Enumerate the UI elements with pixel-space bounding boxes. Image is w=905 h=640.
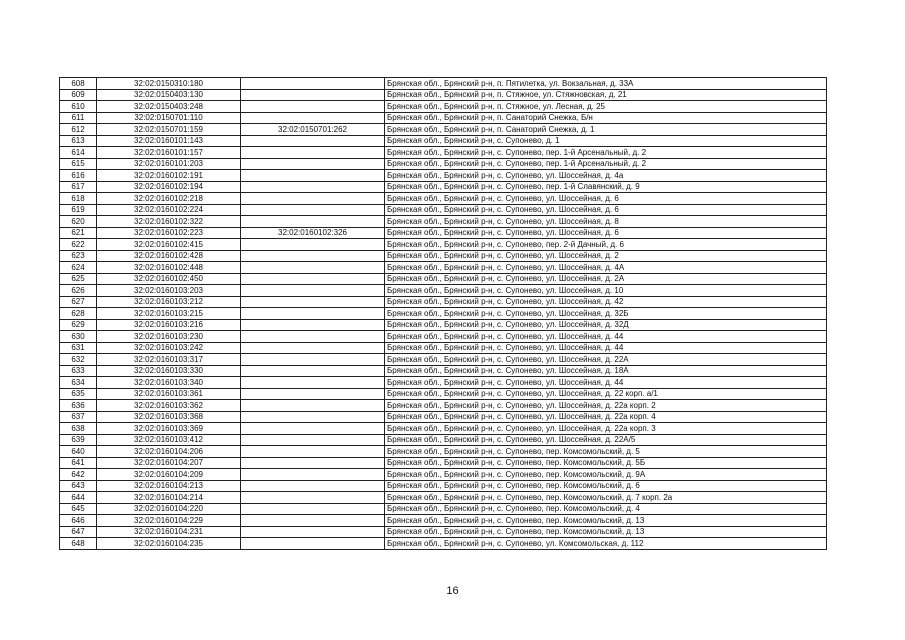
- address-cell: Брянская обл., Брянский р-н, с. Супонево, пер. 1-й Славянский, д. 9: [385, 181, 827, 193]
- previous-cadastral-number-cell: [241, 354, 385, 366]
- address-cell: Брянская обл., Брянский р-н, с. Супонево, ул. Шоссейная, д. 6: [385, 193, 827, 205]
- row-number-cell: 619: [60, 204, 97, 216]
- previous-cadastral-number-cell: [241, 239, 385, 251]
- row-number-cell: 613: [60, 135, 97, 147]
- address-cell: Брянская обл., Брянский р-н, с. Супонево, ул. Шоссейная, д. 22 корп. а/1: [385, 388, 827, 400]
- address-cell: Брянская обл., Брянский р-н, с. Супонево, пер. Комсомольский, д. 13: [385, 515, 827, 527]
- cadastral-number-cell: 32:02:0160104:213: [97, 480, 241, 492]
- row-number-cell: 627: [60, 296, 97, 308]
- cadastral-number-cell: 32:02:0160102:223: [97, 227, 241, 239]
- previous-cadastral-number-cell: [241, 492, 385, 504]
- previous-cadastral-number-cell: [241, 342, 385, 354]
- address-cell: Брянская обл., Брянский р-н, с. Супонево, ул. Шоссейная, д. 22А/5: [385, 434, 827, 446]
- row-number-cell: 626: [60, 285, 97, 297]
- address-cell: Брянская обл., Брянский р-н, с. Супонево, пер. Комсомольский, д. 9А: [385, 469, 827, 481]
- previous-cadastral-number-cell: [241, 158, 385, 170]
- previous-cadastral-number-cell: [241, 112, 385, 124]
- row-number-cell: 645: [60, 503, 97, 515]
- row-number-cell: 625: [60, 273, 97, 285]
- row-number-cell: 647: [60, 526, 97, 538]
- row-number-cell: 620: [60, 216, 97, 228]
- cadastral-number-cell: 32:02:0160103:330: [97, 365, 241, 377]
- row-number-cell: 629: [60, 319, 97, 331]
- row-number-cell: 631: [60, 342, 97, 354]
- table-row: [60, 135, 827, 147]
- table-row: [60, 354, 827, 366]
- address-cell: Брянская обл., Брянский р-н, с. Супонево, пер. Комсомольский, д. 6: [385, 480, 827, 492]
- row-number-cell: 644: [60, 492, 97, 504]
- table-row: [60, 331, 827, 343]
- row-number-cell: 616: [60, 170, 97, 182]
- previous-cadastral-number-cell: [241, 319, 385, 331]
- address-cell: Брянская обл., Брянский р-н, п. Стяжное, ул. Стяжновская, д. 21: [385, 89, 827, 101]
- cadastral-number-cell: 32:02:0160102:428: [97, 250, 241, 262]
- row-number-cell: 615: [60, 158, 97, 170]
- row-number-cell: 622: [60, 239, 97, 251]
- table-row: [60, 388, 827, 400]
- table-row: [60, 469, 827, 481]
- table-row: [60, 515, 827, 527]
- address-cell: Брянская обл., Брянский р-н, с. Супонево, ул. Шоссейная, д. 22а корп. 2: [385, 400, 827, 412]
- address-cell: Брянская обл., Брянский р-н, с. Супонево, пер. Комсомольский, д. 4: [385, 503, 827, 515]
- row-number-cell: 618: [60, 193, 97, 205]
- previous-cadastral-number-cell: [241, 273, 385, 285]
- previous-cadastral-number-cell: [241, 446, 385, 458]
- previous-cadastral-number-cell: [241, 457, 385, 469]
- address-cell: Брянская обл., Брянский р-н, с. Супонево, ул. Шоссейная, д. 22а корп. 3: [385, 423, 827, 435]
- row-number-cell: 634: [60, 377, 97, 389]
- table-row: [60, 204, 827, 216]
- address-cell: Брянская обл., Брянский р-н, с. Супонево, ул. Шоссейная, д. 42: [385, 296, 827, 308]
- cadastral-number-cell: 32:02:0160102:224: [97, 204, 241, 216]
- cadastral-number-cell: 32:02:0160103:340: [97, 377, 241, 389]
- previous-cadastral-number-cell: [241, 101, 385, 113]
- row-number-cell: 641: [60, 457, 97, 469]
- table-row: [60, 158, 827, 170]
- cadastral-number-cell: 32:02:0160104:229: [97, 515, 241, 527]
- address-cell: Брянская обл., Брянский р-н, п. Санаторий Снежка, Б/н: [385, 112, 827, 124]
- table-row: [60, 262, 827, 274]
- previous-cadastral-number-cell: [241, 365, 385, 377]
- row-number-cell: 630: [60, 331, 97, 343]
- cadastral-number-cell: 32:02:0150701:159: [97, 124, 241, 136]
- cadastral-number-cell: 32:02:0160102:450: [97, 273, 241, 285]
- table-row: [60, 78, 827, 90]
- previous-cadastral-number-cell: 32:02:0160102:326: [241, 227, 385, 239]
- cadastral-number-cell: 32:02:0160101:157: [97, 147, 241, 159]
- previous-cadastral-number-cell: [241, 170, 385, 182]
- previous-cadastral-number-cell: [241, 515, 385, 527]
- address-cell: Брянская обл., Брянский р-н, с. Супонево, ул. Шоссейная, д. 6: [385, 204, 827, 216]
- row-number-cell: 639: [60, 434, 97, 446]
- previous-cadastral-number-cell: [241, 331, 385, 343]
- previous-cadastral-number-cell: [241, 89, 385, 101]
- previous-cadastral-number-cell: [241, 204, 385, 216]
- cadastral-number-cell: 32:02:0160103:230: [97, 331, 241, 343]
- table-row: [60, 377, 827, 389]
- address-cell: Брянская обл., Брянский р-н, с. Супонево, ул. Шоссейная, д. 8: [385, 216, 827, 228]
- cadastral-number-cell: 32:02:0160103:203: [97, 285, 241, 297]
- address-cell: Брянская обл., Брянский р-н, с. Супонево, ул. Шоссейная, д. 18А: [385, 365, 827, 377]
- cadastral-number-cell: 32:02:0160103:242: [97, 342, 241, 354]
- cadastral-number-cell: 32:02:0160104:207: [97, 457, 241, 469]
- previous-cadastral-number-cell: [241, 250, 385, 262]
- cadastral-number-cell: 32:02:0160103:362: [97, 400, 241, 412]
- table-row: [60, 492, 827, 504]
- table-row: [60, 446, 827, 458]
- table-row: [60, 423, 827, 435]
- table-row: [60, 319, 827, 331]
- table-row: [60, 216, 827, 228]
- table-row: [60, 400, 827, 412]
- address-cell: Брянская обл., Брянский р-н, с. Супонево, пер. 1-й Арсенальный, д. 2: [385, 147, 827, 159]
- cadastral-number-cell: 32:02:0160102:191: [97, 170, 241, 182]
- address-cell: Брянская обл., Брянский р-н, с. Супонево, пер. 1-й Арсенальный, д. 2: [385, 158, 827, 170]
- previous-cadastral-number-cell: [241, 469, 385, 481]
- cadastral-number-cell: 32:02:0160103:412: [97, 434, 241, 446]
- row-number-cell: 642: [60, 469, 97, 481]
- cadastral-number-cell: 32:02:0160104:235: [97, 538, 241, 550]
- previous-cadastral-number-cell: [241, 181, 385, 193]
- row-number-cell: 612: [60, 124, 97, 136]
- cadastral-number-cell: 32:02:0150403:130: [97, 89, 241, 101]
- cadastral-number-cell: 32:02:0150403:248: [97, 101, 241, 113]
- row-number-cell: 624: [60, 262, 97, 274]
- address-cell: Брянская обл., Брянский р-н, с. Супонево, ул. Шоссейная, д. 2: [385, 250, 827, 262]
- cadastral-number-cell: 32:02:0160104:209: [97, 469, 241, 481]
- row-number-cell: 640: [60, 446, 97, 458]
- previous-cadastral-number-cell: [241, 503, 385, 515]
- address-cell: Брянская обл., Брянский р-н, с. Супонево, пер. Комсомольский, д. 5: [385, 446, 827, 458]
- previous-cadastral-number-cell: [241, 135, 385, 147]
- cadastral-number-cell: 32:02:0160104:206: [97, 446, 241, 458]
- cadastral-number-cell: 32:02:0150310:180: [97, 78, 241, 90]
- table-row: [60, 273, 827, 285]
- previous-cadastral-number-cell: [241, 526, 385, 538]
- address-cell: Брянская обл., Брянский р-н, с. Супонево, пер. Комсомольский, д. 5Б: [385, 457, 827, 469]
- table-row: [60, 503, 827, 515]
- table-row: [60, 239, 827, 251]
- register-table: [59, 77, 827, 550]
- previous-cadastral-number-cell: [241, 423, 385, 435]
- table-row: [60, 308, 827, 320]
- table-row: [60, 170, 827, 182]
- cadastral-number-cell: 32:02:0160103:361: [97, 388, 241, 400]
- cadastral-number-cell: 32:02:0160104:220: [97, 503, 241, 515]
- table-row: [60, 89, 827, 101]
- row-number-cell: 617: [60, 181, 97, 193]
- cadastral-number-cell: 32:02:0160103:317: [97, 354, 241, 366]
- address-cell: Брянская обл., Брянский р-н, с. Супонево, ул. Шоссейная, д. 32Д: [385, 319, 827, 331]
- address-cell: Брянская обл., Брянский р-н, с. Супонево, ул. Шоссейная, д. 22а корп. 4: [385, 411, 827, 423]
- address-cell: Брянская обл., Брянский р-н, с. Супонево, ул. Шоссейная, д. 44: [385, 377, 827, 389]
- previous-cadastral-number-cell: [241, 285, 385, 297]
- address-cell: Брянская обл., Брянский р-н, с. Супонево, ул. Шоссейная, д. 4А: [385, 262, 827, 274]
- address-cell: Брянская обл., Брянский р-н, с. Супонево, ул. Шоссейная, д. 2А: [385, 273, 827, 285]
- table-row: [60, 101, 827, 113]
- table-row: [60, 296, 827, 308]
- table-row: [60, 457, 827, 469]
- cadastral-number-cell: 32:02:0160103:215: [97, 308, 241, 320]
- table-row: [60, 112, 827, 124]
- address-cell: Брянская обл., Брянский р-н, п. Санаторий Снежка, д. 1: [385, 124, 827, 136]
- address-cell: Брянская обл., Брянский р-н, с. Супонево, ул. Комсомольская, д. 112: [385, 538, 827, 550]
- row-number-cell: 609: [60, 89, 97, 101]
- previous-cadastral-number-cell: [241, 262, 385, 274]
- cadastral-number-cell: 32:02:0160101:203: [97, 158, 241, 170]
- address-cell: Брянская обл., Брянский р-н, с. Супонево, д. 1: [385, 135, 827, 147]
- cadastral-number-cell: 32:02:0150701:110: [97, 112, 241, 124]
- row-number-cell: 621: [60, 227, 97, 239]
- table-row: [60, 538, 827, 550]
- row-number-cell: 611: [60, 112, 97, 124]
- previous-cadastral-number-cell: [241, 388, 385, 400]
- address-cell: Брянская обл., Брянский р-н, с. Супонево, ул. Шоссейная, д. 44: [385, 342, 827, 354]
- address-cell: Брянская обл., Брянский р-н, п. Стяжное, ул. Лесная, д. 25: [385, 101, 827, 113]
- previous-cadastral-number-cell: [241, 434, 385, 446]
- cadastral-number-cell: 32:02:0160101:143: [97, 135, 241, 147]
- table-row: [60, 193, 827, 205]
- cadastral-number-cell: 32:02:0160103:368: [97, 411, 241, 423]
- row-number-cell: 628: [60, 308, 97, 320]
- page-number: 16: [446, 585, 459, 597]
- cadastral-number-cell: 32:02:0160102:415: [97, 239, 241, 251]
- address-cell: Брянская обл., Брянский р-н, с. Супонево, ул. Шоссейная, д. 22А: [385, 354, 827, 366]
- address-cell: Брянская обл., Брянский р-н, с. Супонево, ул. Шоссейная, д. 6: [385, 227, 827, 239]
- address-cell: Брянская обл., Брянский р-н, с. Супонево, пер. Комсомольский, д. 7 корп. 2а: [385, 492, 827, 504]
- row-number-cell: 638: [60, 423, 97, 435]
- row-number-cell: 636: [60, 400, 97, 412]
- address-cell: Брянская обл., Брянский р-н, п. Пятилетка, ул. Вокзальная, д. 33А: [385, 78, 827, 90]
- table-row: [60, 411, 827, 423]
- previous-cadastral-number-cell: [241, 308, 385, 320]
- previous-cadastral-number-cell: [241, 216, 385, 228]
- row-number-cell: 643: [60, 480, 97, 492]
- address-cell: Брянская обл., Брянский р-н, с. Супонево, ул. Шоссейная, д. 10: [385, 285, 827, 297]
- previous-cadastral-number-cell: [241, 538, 385, 550]
- cadastral-number-cell: 32:02:0160102:194: [97, 181, 241, 193]
- cadastral-number-cell: 32:02:0160103:216: [97, 319, 241, 331]
- row-number-cell: 614: [60, 147, 97, 159]
- address-cell: Брянская обл., Брянский р-н, с. Супонево, ул. Шоссейная, д. 44: [385, 331, 827, 343]
- previous-cadastral-number-cell: [241, 411, 385, 423]
- address-cell: Брянская обл., Брянский р-н, с. Супонево, пер. Комсомольский, д. 13: [385, 526, 827, 538]
- cadastral-number-cell: 32:02:0160102:218: [97, 193, 241, 205]
- cadastral-number-cell: 32:02:0160104:231: [97, 526, 241, 538]
- previous-cadastral-number-cell: [241, 147, 385, 159]
- table-row: [60, 365, 827, 377]
- previous-cadastral-number-cell: [241, 400, 385, 412]
- address-cell: Брянская обл., Брянский р-н, с. Супонево, ул. Шоссейная, д. 32Б: [385, 308, 827, 320]
- cadastral-number-cell: 32:02:0160103:369: [97, 423, 241, 435]
- row-number-cell: 637: [60, 411, 97, 423]
- cadastral-number-cell: 32:02:0160102:322: [97, 216, 241, 228]
- previous-cadastral-number-cell: [241, 377, 385, 389]
- row-number-cell: 632: [60, 354, 97, 366]
- row-number-cell: 633: [60, 365, 97, 377]
- table-row: [60, 227, 827, 239]
- table-row: [60, 124, 827, 136]
- cadastral-number-cell: 32:02:0160102:448: [97, 262, 241, 274]
- row-number-cell: 635: [60, 388, 97, 400]
- previous-cadastral-number-cell: [241, 193, 385, 205]
- table-row: [60, 181, 827, 193]
- cadastral-number-cell: 32:02:0160104:214: [97, 492, 241, 504]
- table-row: [60, 526, 827, 538]
- previous-cadastral-number-cell: [241, 296, 385, 308]
- row-number-cell: 608: [60, 78, 97, 90]
- row-number-cell: 648: [60, 538, 97, 550]
- row-number-cell: 623: [60, 250, 97, 262]
- table-row: [60, 480, 827, 492]
- table-row: [60, 342, 827, 354]
- table-row: [60, 147, 827, 159]
- row-number-cell: 646: [60, 515, 97, 527]
- address-cell: Брянская обл., Брянский р-н, с. Супонево, ул. Шоссейная, д. 4а: [385, 170, 827, 182]
- row-number-cell: 610: [60, 101, 97, 113]
- register-table-body: [60, 78, 827, 550]
- table-row: [60, 285, 827, 297]
- cadastral-number-cell: 32:02:0160103:212: [97, 296, 241, 308]
- address-cell: Брянская обл., Брянский р-н, с. Супонево, пер. 2-й Дачный, д. 6: [385, 239, 827, 251]
- table-row: [60, 434, 827, 446]
- previous-cadastral-number-cell: [241, 78, 385, 90]
- previous-cadastral-number-cell: 32:02:0150701:262: [241, 124, 385, 136]
- previous-cadastral-number-cell: [241, 480, 385, 492]
- table-row: [60, 250, 827, 262]
